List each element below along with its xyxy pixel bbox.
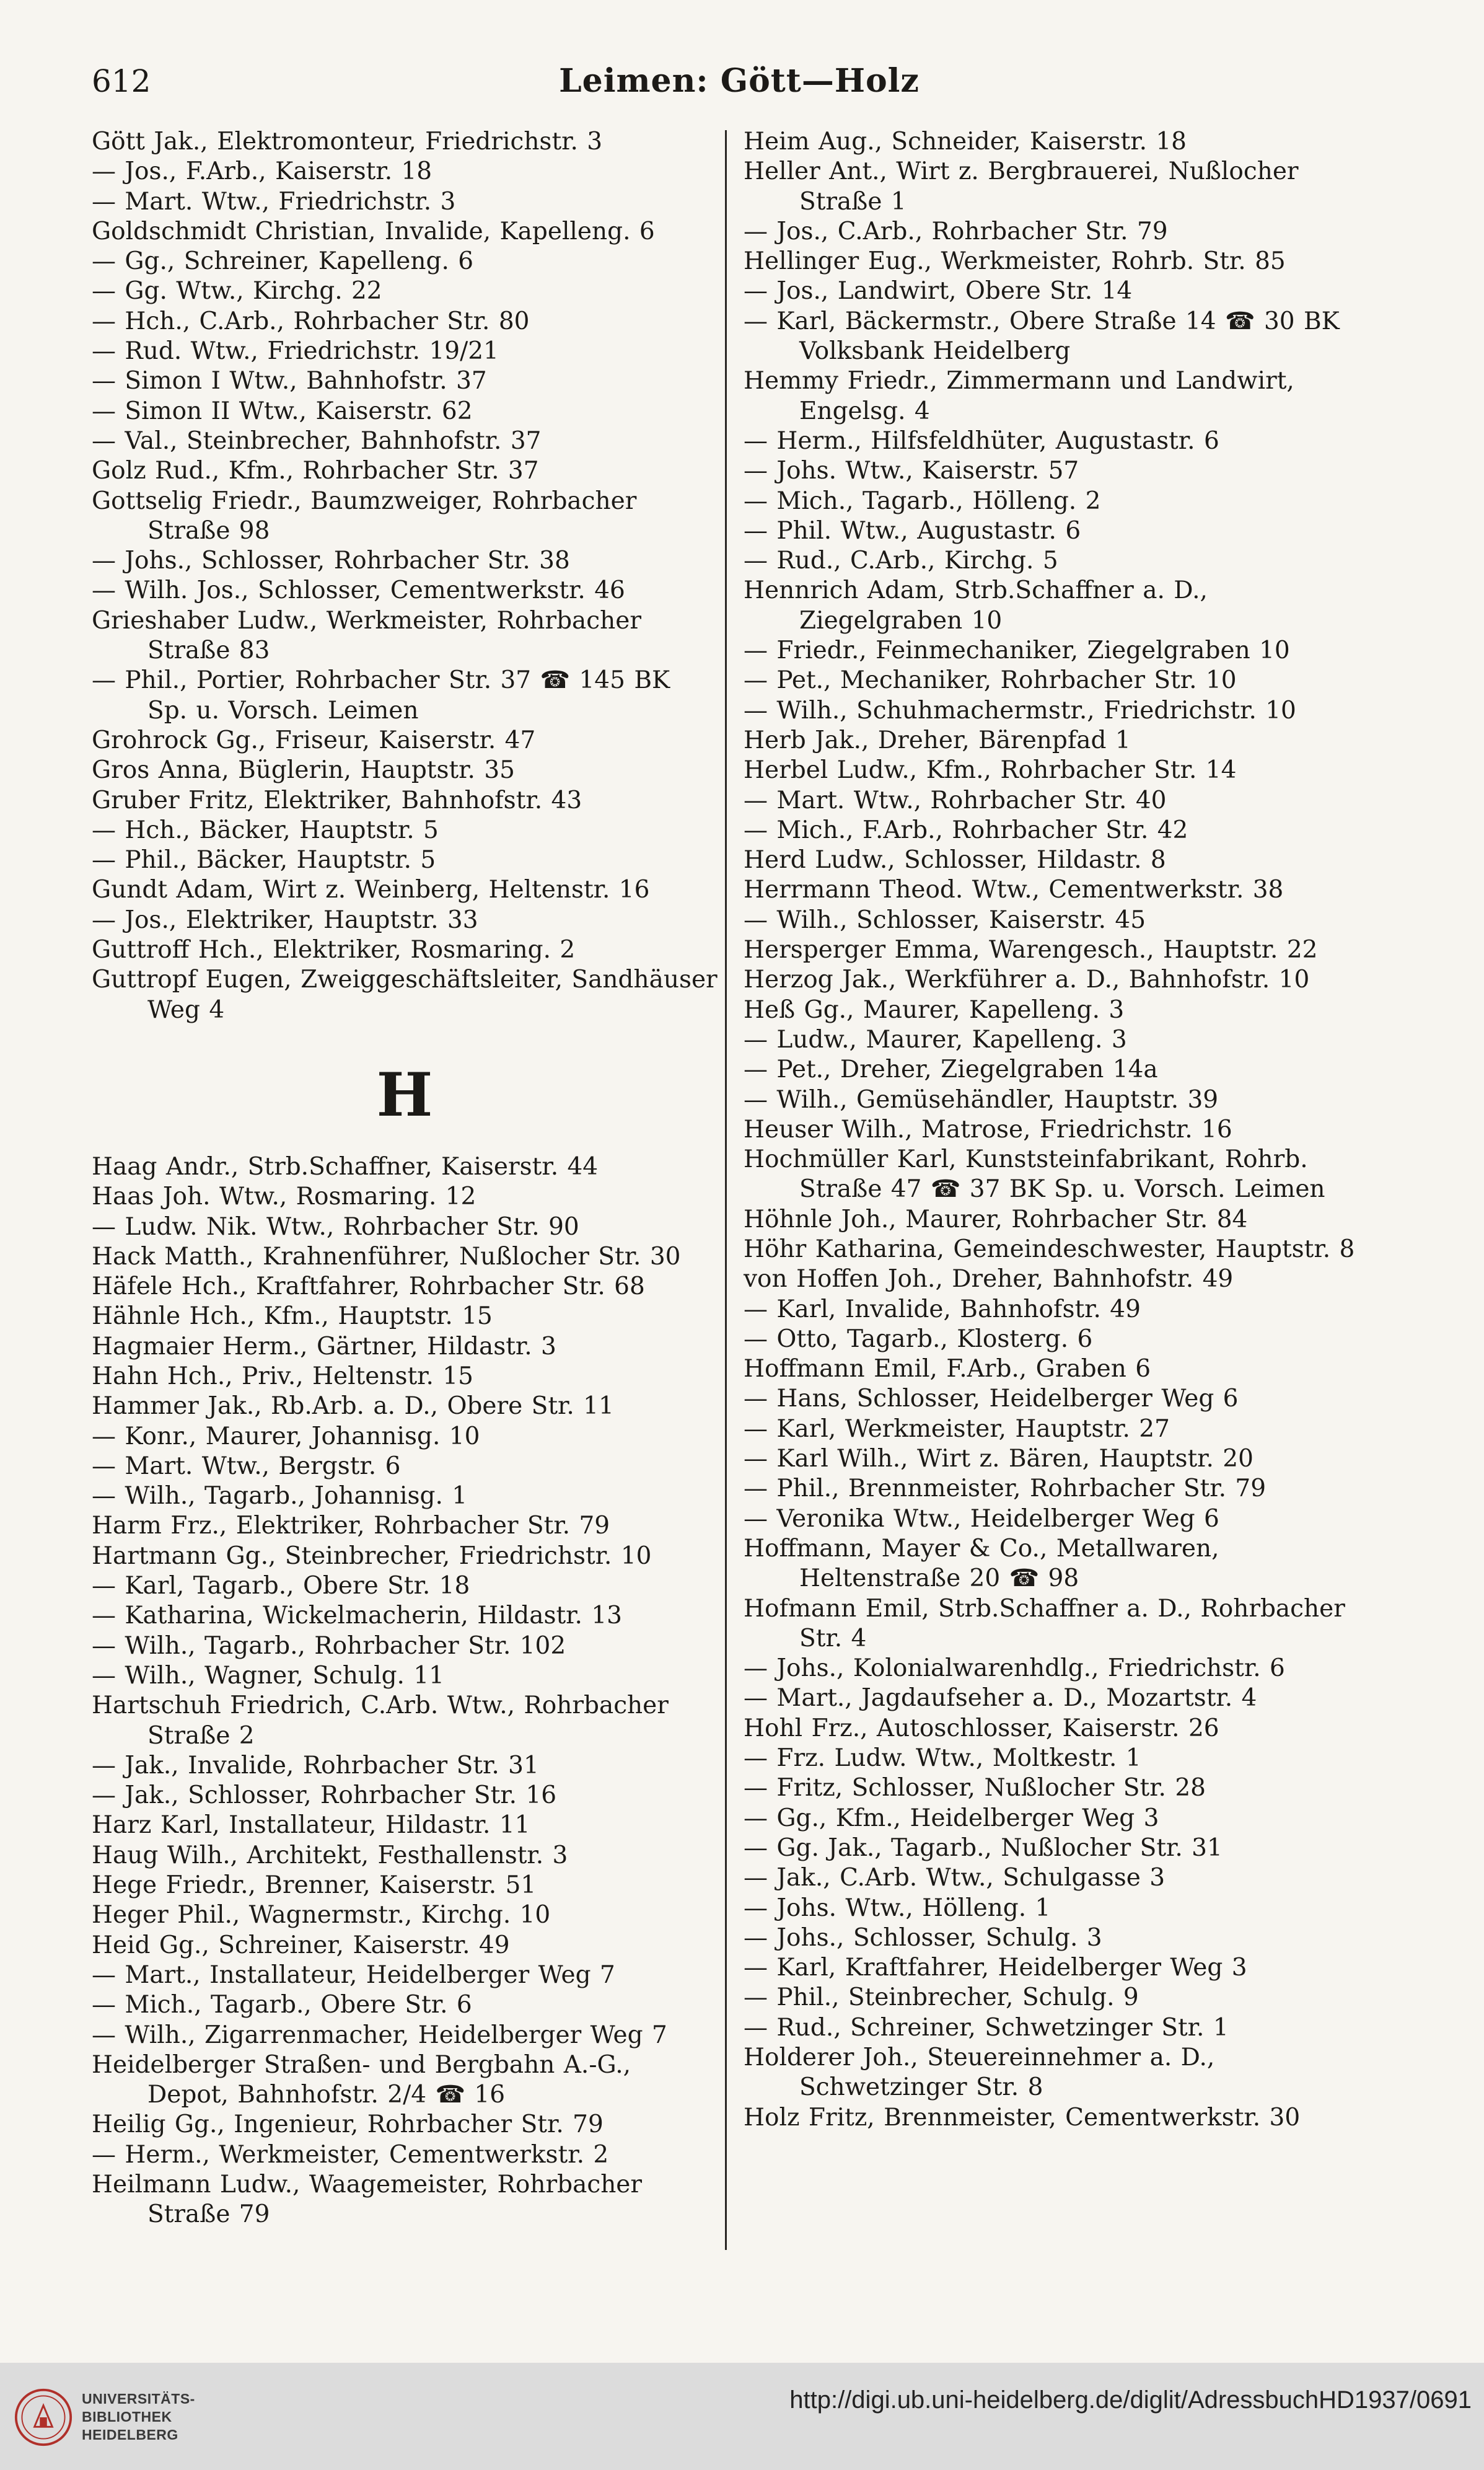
directory-entry: — Pet., Dreher, Ziegelgraben 14a [744, 1056, 1158, 1084]
directory-entry: Hochmüller Karl, Kunststeinfabrikant, Rohrb. Straße 47 ☎ 37 BK Sp. u. Vorsch. Leimen [744, 1145, 1325, 1204]
directory-entry: — Johs., Kolonialwarenhdlg., Friedrichstr. 6 [744, 1654, 1285, 1683]
directory-entry: Haag Andr., Strb.Schaffner, Kaiserstr. 44 [92, 1152, 599, 1181]
running-head: Leimen: Gött—Holz [559, 62, 920, 100]
directory-entry: Herbel Ludw., Kfm., Rohrbacher Str. 14 [744, 756, 1237, 785]
directory-entry: — Jos., Elektriker, Hauptstr. 33 [92, 906, 478, 934]
directory-entry: Heid Gg., Schreiner, Kaiserstr. 49 [92, 1931, 510, 1959]
directory-entry: — Wilh., Schuhmachermstr., Friedrichstr. 10 [744, 696, 1296, 725]
directory-entry: Gottselig Friedr., Baumzweiger, Rohrbacher Straße 98 [92, 487, 637, 545]
directory-entry: — Wilh., Gemüsehändler, Hauptstr. 39 [744, 1085, 1219, 1114]
directory-entry: — Wilh., Schlosser, Kaiserstr. 45 [744, 906, 1146, 934]
directory-entry: — Katharina, Wickelmacherin, Hildastr. 13 [92, 1602, 622, 1630]
directory-entry: — Ludw., Maurer, Kapelleng. 3 [744, 1025, 1127, 1054]
directory-entry: — Konr., Maurer, Johannisg. 10 [92, 1422, 480, 1450]
directory-entry: Hersperger Emma, Warengesch., Hauptstr. 22 [744, 936, 1318, 964]
directory-entry: — Val., Steinbrecher, Bahnhofstr. 37 [92, 426, 542, 455]
directory-entry: — Gg. Jak., Tagarb., Nußlocher Str. 31 [744, 1833, 1223, 1862]
logo-line-3: HEIDELBERG [82, 2427, 178, 2443]
directory-entry: — Phil. Wtw., Augustastr. 6 [744, 516, 1081, 545]
directory-entry: — Phil., Bäcker, Hauptstr. 5 [92, 846, 436, 875]
directory-entry: — Mart. Wtw., Rohrbacher Str. 40 [744, 786, 1167, 814]
directory-entry: Herd Ludw., Schlosser, Hildastr. 8 [744, 846, 1166, 875]
right-entries [744, 127, 1369, 2133]
library-logo[interactable] [14, 2388, 212, 2456]
directory-entry: Hack Matth., Krahnenführer, Nußlocher Str. 30 [92, 1242, 681, 1271]
directory-entry: — Jak., Schlosser, Rohrbacher Str. 16 [92, 1781, 557, 1810]
directory-entry: Hoffmann Emil, F.Arb., Graben 6 [744, 1355, 1151, 1383]
section-letter-h: H [376, 1059, 433, 1130]
directory-entry: — Mart. Wtw., Friedrichstr. 3 [92, 187, 456, 216]
right-column [744, 127, 1369, 2133]
footer-bar [0, 2363, 1484, 2470]
directory-entry: — Johs., Schlosser, Schulg. 3 [744, 1923, 1102, 1952]
directory-entry: — Wilh., Tagarb., Johannisg. 1 [92, 1482, 468, 1511]
directory-entry: — Wilh., Tagarb., Rohrbacher Str. 102 [92, 1631, 566, 1660]
directory-entry: — Simon I Wtw., Bahnhofstr. 37 [92, 367, 487, 395]
directory-entry: Hennrich Adam, Strb.Schaffner a. D., Ziegelgraben 10 [744, 576, 1208, 635]
source-url-link[interactable]: http://digi.ub.uni-heidelberg.de/diglit/AdressbuchHD1937/0691 [789, 2386, 1472, 2414]
logo-line-1: UNIVERSITÄTS- [82, 2391, 195, 2407]
directory-entry: — Jos., Landwirt, Obere Str. 14 [744, 277, 1133, 306]
directory-entry: — Pet., Mechaniker, Rohrbacher Str. 10 [744, 666, 1237, 695]
directory-entry: — Karl, Kraftfahrer, Heidelberger Weg 3 [744, 1954, 1247, 1982]
page-header [92, 57, 1387, 107]
directory-entry: — Johs. Wtw., Kaiserstr. 57 [744, 457, 1079, 485]
left-column [92, 127, 718, 2230]
directory-entry: Herzog Jak., Werkführer a. D., Bahnhofstr. 10 [744, 966, 1310, 994]
directory-entry: — Ludw. Nik. Wtw., Rohrbacher Str. 90 [92, 1212, 579, 1241]
directory-entry: Heilig Gg., Ingenieur, Rohrbacher Str. 79 [92, 2111, 604, 2139]
directory-entry: Hellinger Eug., Werkmeister, Rohrb. Str. 85 [744, 247, 1286, 276]
directory-entry: — Jak., Invalide, Rohrbacher Str. 31 [92, 1751, 539, 1780]
directory-entry: Heidelberger Straßen- und Bergbahn A.-G., Depot, Bahnhofstr. 2/4 ☎ 16 [92, 2050, 631, 2109]
library-name [82, 2390, 195, 2444]
directory-entry: Heuser Wilh., Matrose, Friedrichstr. 16 [744, 1115, 1232, 1144]
directory-entry: Golz Rud., Kfm., Rohrbacher Str. 37 [92, 457, 539, 485]
directory-entry: Hege Friedr., Brenner, Kaiserstr. 51 [92, 1871, 537, 1900]
directory-entry: — Phil., Portier, Rohrbacher Str. 37 ☎ 145 BK Sp. u. Vorsch. Leimen [92, 666, 670, 725]
directory-entry: Haas Joh. Wtw., Rosmaring. 12 [92, 1183, 476, 1211]
directory-entry: Grieshaber Ludw., Werkmeister, Rohrbacher Straße 83 [92, 606, 641, 665]
directory-entry: Herb Jak., Dreher, Bärenpfad 1 [744, 726, 1131, 754]
left-entries-g [92, 127, 718, 1025]
directory-entry: Guttropf Eugen, Zweiggeschäftsleiter, Sandhäuser Weg 4 [92, 966, 718, 1024]
directory-entry: Heilmann Ludw., Waagemeister, Rohrbacher Straße 79 [92, 2171, 643, 2229]
directory-entry: Höhr Katharina, Gemeindeschwester, Hauptstr. 8 [744, 1235, 1355, 1263]
directory-entry: Gött Jak., Elektromonteur, Friedrichstr. 3 [92, 128, 603, 156]
directory-entry: Hartschuh Friedrich, C.Arb. Wtw., Rohrbacher Straße 2 [92, 1692, 669, 1750]
directory-entry: Holz Fritz, Brennmeister, Cementwerkstr. 30 [744, 2103, 1301, 2132]
directory-entry: — Jos., F.Arb., Kaiserstr. 18 [92, 157, 432, 186]
directory-entry: — Hch., Bäcker, Hauptstr. 5 [92, 816, 439, 844]
directory-entry: Hartmann Gg., Steinbrecher, Friedrichstr. 10 [92, 1542, 652, 1570]
logo-line-2: BIBLIOTHEK [82, 2409, 172, 2425]
directory-entry: — Rud., Schreiner, Schwetzinger Str. 1 [744, 2013, 1229, 2042]
directory-entry: Herrmann Theod. Wtw., Cementwerkstr. 38 [744, 876, 1284, 904]
directory-entry: von Hoffen Joh., Dreher, Bahnhofstr. 49 [744, 1265, 1234, 1294]
directory-entry: — Jos., C.Arb., Rohrbacher Str. 79 [744, 217, 1168, 245]
directory-entry: — Mich., F.Arb., Rohrbacher Str. 42 [744, 816, 1188, 844]
directory-entry: — Simon II Wtw., Kaiserstr. 62 [92, 397, 473, 425]
left-entries-h [92, 1152, 718, 2230]
directory-entry: — Gg., Schreiner, Kapelleng. 6 [92, 247, 474, 276]
directory-entry: — Frz. Ludw. Wtw., Moltkestr. 1 [744, 1744, 1141, 1773]
directory-entry: — Phil., Brennmeister, Rohrbacher Str. 79 [744, 1475, 1267, 1503]
directory-entry: Holderer Joh., Steuereinnehmer a. D., Schwetzinger Str. 8 [744, 2044, 1215, 2102]
directory-entry: Hagmaier Herm., Gärtner, Hildastr. 3 [92, 1332, 556, 1361]
directory-entry: — Rud. Wtw., Friedrichstr. 19/21 [92, 337, 499, 366]
directory-entry: — Wilh., Wagner, Schulg. 11 [92, 1661, 444, 1690]
directory-entry: Haug Wilh., Architekt, Festhallenstr. 3 [92, 1841, 568, 1869]
directory-entry: Hohl Frz., Autoschlosser, Kaiserstr. 26 [744, 1714, 1219, 1742]
directory-entry: — Mart., Jagdaufseher a. D., Mozartstr. 4 [744, 1684, 1257, 1713]
directory-entry: Heß Gg., Maurer, Kapelleng. 3 [744, 995, 1125, 1024]
directory-entry: Hahn Hch., Priv., Heltenstr. 15 [92, 1362, 473, 1390]
directory-entry: — Friedr., Feinmechaniker, Ziegelgraben 10 [744, 637, 1290, 665]
directory-entry: — Herm., Werkmeister, Cementwerkstr. 2 [92, 2140, 609, 2169]
directory-entry: Heger Phil., Wagnermstr., Kirchg. 10 [92, 1901, 551, 1930]
directory-entry: — Mich., Tagarb., Obere Str. 6 [92, 1991, 472, 2019]
directory-entry: Gundt Adam, Wirt z. Weinberg, Heltenstr. 16 [92, 876, 650, 904]
directory-entry: — Karl, Werkmeister, Hauptstr. 27 [744, 1414, 1170, 1443]
directory-entry: Guttroff Hch., Elektriker, Rosmaring. 2 [92, 936, 576, 964]
directory-entry: — Mart. Wtw., Bergstr. 6 [92, 1452, 401, 1480]
directory-entry: — Gg. Wtw., Kirchg. 22 [92, 277, 382, 306]
directory-entry: — Mich., Tagarb., Hölleng. 2 [744, 487, 1101, 515]
directory-entry: Hofmann Emil, Strb.Schaffner a. D., Rohrbacher Str. 4 [744, 1594, 1345, 1652]
directory-entry: — Wilh. Jos., Schlosser, Cementwerkstr. 46 [92, 576, 625, 605]
directory-entry: — Hans, Schlosser, Heidelberger Weg 6 [744, 1385, 1239, 1413]
directory-entry: — Jak., C.Arb. Wtw., Schulgasse 3 [744, 1864, 1166, 1892]
directory-entry: — Rud., C.Arb., Kirchg. 5 [744, 547, 1058, 575]
directory-entry: Hoffmann, Mayer & Co., Metallwaren, Heltenstraße 20 ☎ 98 [744, 1534, 1219, 1593]
directory-entry: — Karl, Invalide, Bahnhofstr. 49 [744, 1295, 1141, 1323]
directory-entry: Hemmy Friedr., Zimmermann und Landwirt, Engelsg. 4 [744, 367, 1294, 425]
seal-icon [14, 2388, 73, 2447]
directory-entry: — Karl, Bäckermstr., Obere Straße 14 ☎ 30 BK Volksbank Heidelberg [744, 307, 1340, 366]
directory-entry: — Wilh., Zigarrenmacher, Heidelberger Weg 7 [92, 2021, 667, 2049]
directory-entry: — Otto, Tagarb., Klosterg. 6 [744, 1325, 1093, 1353]
directory-entry: Häfele Hch., Kraftfahrer, Rohrbacher Str. 68 [92, 1272, 645, 1301]
directory-entry: — Fritz, Schlosser, Nußlocher Str. 28 [744, 1774, 1206, 1802]
directory-entry: — Gg., Kfm., Heidelberger Weg 3 [744, 1804, 1159, 1832]
column-divider [725, 130, 727, 2250]
directory-entry: Heim Aug., Schneider, Kaiserstr. 18 [744, 128, 1187, 156]
directory-entry: — Herm., Hilfsfeldhüter, Augustastr. 6 [744, 426, 1219, 455]
directory-entry: Grohrock Gg., Friseur, Kaiserstr. 47 [92, 726, 536, 754]
directory-entry: Goldschmidt Christian, Invalide, Kapelleng. 6 [92, 217, 655, 245]
directory-entry: — Karl Wilh., Wirt z. Bären, Hauptstr. 20 [744, 1445, 1253, 1473]
directory-entry: Harm Frz., Elektriker, Rohrbacher Str. 79 [92, 1512, 610, 1540]
directory-entry: — Hch., C.Arb., Rohrbacher Str. 80 [92, 307, 530, 335]
directory-entry: — Johs., Schlosser, Rohrbacher Str. 38 [92, 547, 570, 575]
page-number: 612 [92, 63, 151, 99]
directory-entry: Hammer Jak., Rb.Arb. a. D., Obere Str. 11 [92, 1392, 614, 1421]
directory-entry: — Phil., Steinbrecher, Schulg. 9 [744, 1983, 1139, 2012]
directory-entry: Gruber Fritz, Elektriker, Bahnhofstr. 43 [92, 786, 582, 814]
directory-entry: Hähnle Hch., Kfm., Hauptstr. 15 [92, 1302, 493, 1331]
directory-entry: — Johs. Wtw., Hölleng. 1 [744, 1894, 1051, 1922]
directory-entry: — Mart., Installateur, Heidelberger Weg 7 [92, 1961, 615, 1989]
directory-entry: — Karl, Tagarb., Obere Str. 18 [92, 1572, 470, 1600]
directory-entry: Höhnle Joh., Maurer, Rohrbacher Str. 84 [744, 1205, 1248, 1233]
directory-entry: — Veronika Wtw., Heidelberger Weg 6 [744, 1504, 1219, 1533]
directory-entry: Gros Anna, Büglerin, Hauptstr. 35 [92, 756, 515, 785]
directory-entry: Heller Ant., Wirt z. Bergbrauerei, Nußlocher Straße 1 [744, 157, 1299, 216]
directory-entry: Harz Karl, Installateur, Hildastr. 11 [92, 1811, 530, 1840]
